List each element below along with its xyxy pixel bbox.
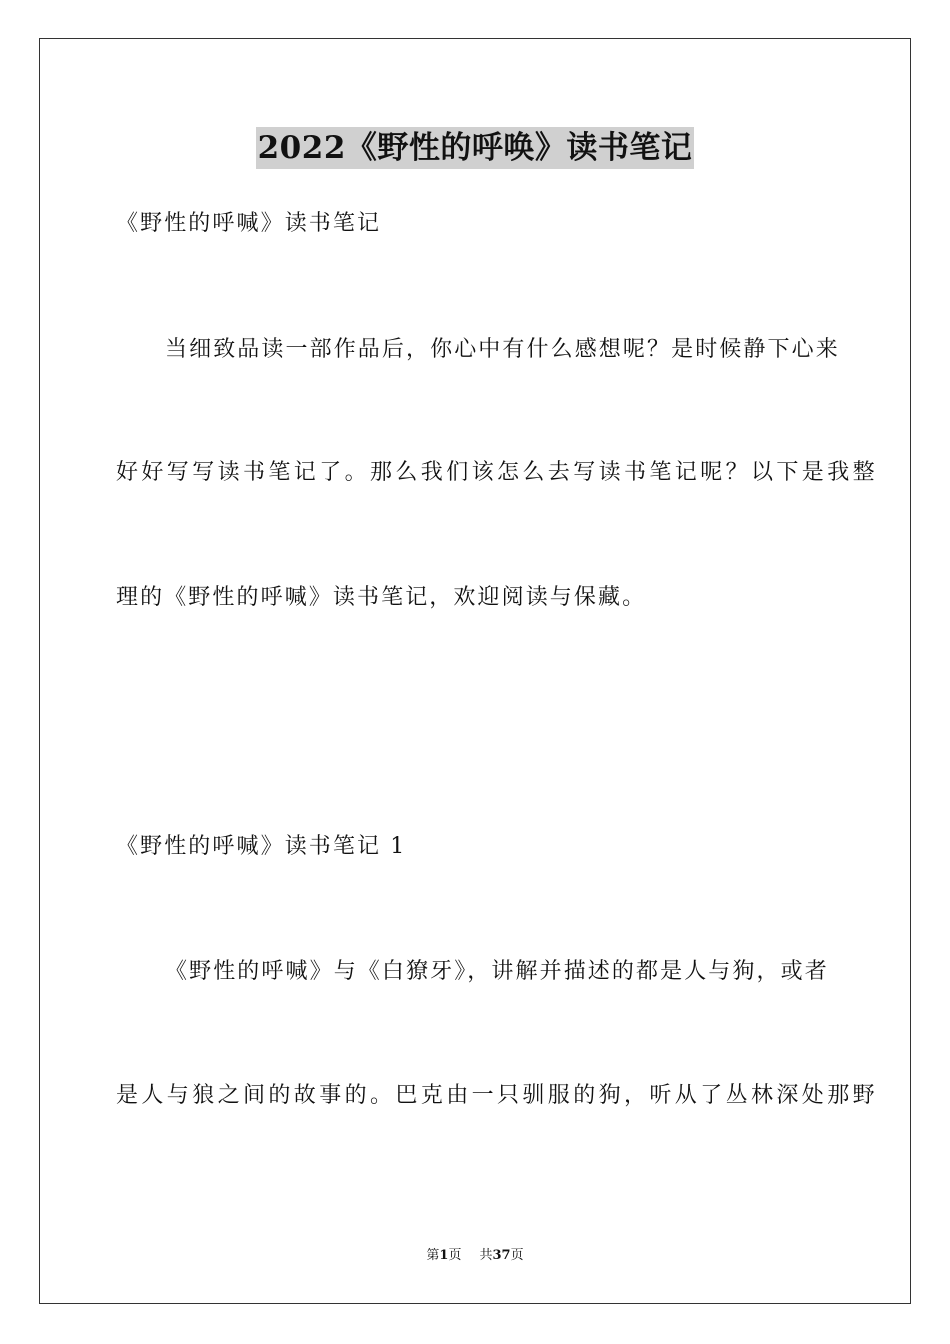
paragraph-line: 当细致品读一部作品后，你心中有什么感想呢？是时候静下心来 <box>165 337 840 362</box>
footer-page-number: 1 <box>439 1248 449 1263</box>
section-heading: 《野性的呼喊》读书笔记 <box>116 211 382 236</box>
footer-total-pages: 37 <box>492 1248 511 1263</box>
title-container <box>0 127 950 169</box>
page-footer <box>0 1247 950 1265</box>
paragraph-line: 《野性的呼喊》与《白獠牙》，讲解并描述的都是人与狗，或者 <box>165 959 829 984</box>
footer-page-prefix: 第 <box>426 1248 440 1263</box>
footer-total-suffix: 页 <box>510 1248 524 1263</box>
section-heading: 《野性的呼喊》读书笔记 1 <box>116 834 407 859</box>
document-title: 2022《野性的呼唤》读书笔记 <box>256 127 695 169</box>
paragraph-line: 是人与狼之间的故事的。巴克由一只驯服的狗，听从了丛林深处那野 <box>116 1083 879 1108</box>
paragraph-line: 好好写写读书笔记了。那么我们该怎么去写读书笔记呢？以下是我整 <box>116 460 879 485</box>
footer-page-suffix: 页 <box>448 1248 462 1263</box>
paragraph-line: 理的《野性的呼喊》读书笔记，欢迎阅读与保藏。 <box>116 585 647 610</box>
footer-total-prefix: 共 <box>479 1248 493 1263</box>
